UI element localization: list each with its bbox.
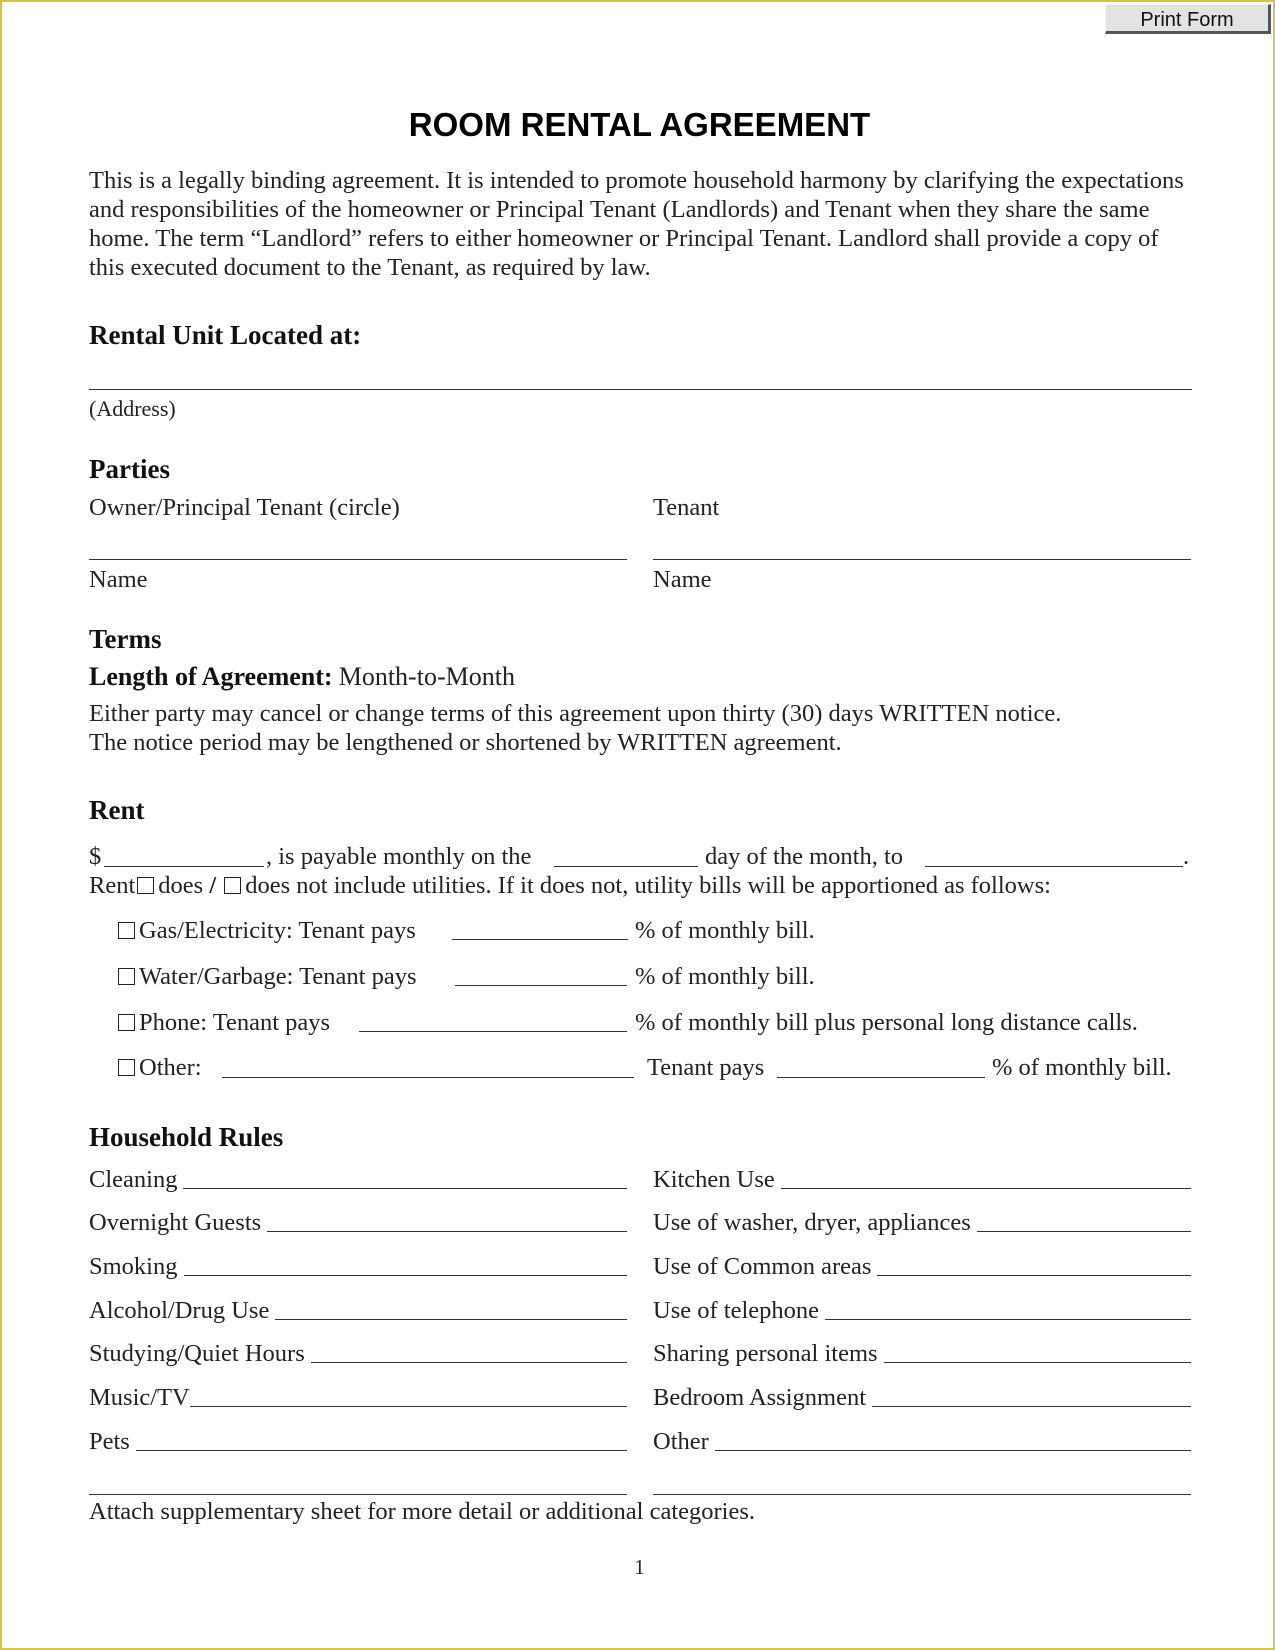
phone-checkbox[interactable]	[118, 1014, 135, 1031]
water-garbage-suffix: % of monthly bill.	[635, 963, 821, 991]
rent-period: .	[1183, 843, 1195, 871]
dollar-sign: $	[89, 843, 107, 871]
rent-amount-field[interactable]	[104, 866, 264, 867]
rule-smoking: Smoking	[89, 1253, 184, 1281]
water-garbage-percent-field[interactable]	[455, 985, 627, 986]
water-garbage-label: Water/Garbage: Tenant pays	[139, 963, 417, 990]
water-garbage-checkbox[interactable]	[118, 968, 135, 985]
phone-suffix: % of monthly bill plus personal long distance calls.	[635, 1009, 1144, 1037]
rule-studying-quiet-hours: Studying/Quiet Hours	[89, 1340, 311, 1368]
terms-heading: Terms	[89, 624, 162, 654]
print-form-button[interactable]: Print Form	[1105, 4, 1271, 34]
gas-electricity-checkbox[interactable]	[118, 922, 135, 939]
rule-telephone: Use of telephone	[653, 1297, 825, 1325]
rent-word: Rent	[89, 872, 136, 899]
other-utility-row	[116, 1054, 208, 1082]
page-number: 1	[634, 1555, 645, 1579]
owner-name-caption: Name	[89, 566, 148, 593]
rule-washer-dryer: Use of washer, dryer, appliances	[653, 1209, 977, 1237]
rule-kitchen-use: Kitchen Use	[653, 1166, 781, 1194]
rule-alcohol-drug-use: Alcohol/Drug Use	[89, 1297, 275, 1325]
household-rules-heading: Household Rules	[89, 1122, 284, 1152]
length-label: Length of Agreement:	[89, 662, 333, 691]
gas-electricity-suffix: % of monthly bill.	[635, 917, 821, 945]
rental-unit-heading: Rental Unit Located at:	[89, 320, 362, 350]
does-not-include-checkbox[interactable]	[224, 877, 241, 894]
owner-principal-tenant-label: Owner/Principal Tenant (circle)	[89, 494, 400, 521]
gas-electricity-label: Gas/Electricity: Tenant pays	[139, 917, 416, 944]
rule-other: Other	[653, 1428, 715, 1456]
day-of-month-text: day of the month, to	[705, 843, 909, 871]
other-utility-checkbox[interactable]	[118, 1059, 135, 1076]
rule-line-extra-right[interactable]	[653, 1494, 1191, 1495]
supplementary-note: Attach supplementary sheet for more detail or additional categories.	[89, 1498, 756, 1525]
rule-music-tv: Music/TV	[89, 1384, 190, 1411]
notice-line-2: The notice period may be lengthened or shortened by WRITTEN agreement.	[89, 729, 842, 756]
gas-electricity-percent-field[interactable]	[452, 939, 628, 940]
rule-line-pets[interactable]	[89, 1450, 627, 1451]
phone-percent-field[interactable]	[359, 1031, 627, 1032]
does-label: does	[158, 872, 204, 899]
intro-paragraph: This is a legally binding agreement. It is intended to promote household harmony by clarifying the expectations and responsibilities of the homeowner or Principal Tenant (Landlords) and Tenant when they share the same home. The term “Landlord” refers to either homeowner or Principal Tenant. Landlord shall provide a copy of this executed document to the Tenant, as required by law.	[89, 167, 1184, 281]
other-utility-suffix: % of monthly bill.	[992, 1054, 1178, 1082]
does-not-label: does not include utilities. If it does not, utility bills will be apportioned as follows:	[245, 872, 1051, 899]
tenant-label: Tenant	[653, 494, 720, 521]
payable-text: , is payable monthly on the	[266, 843, 537, 871]
other-utility-description-field[interactable]	[222, 1077, 634, 1078]
does-include-checkbox[interactable]	[137, 877, 154, 894]
parties-heading: Parties	[89, 454, 170, 484]
utilities-inclusion-line	[89, 872, 1051, 900]
rule-overnight-guests: Overnight Guests	[89, 1209, 267, 1237]
phone-row	[116, 1009, 336, 1037]
other-utility-label: Other:	[139, 1054, 202, 1081]
rule-sharing-personal-items: Sharing personal items	[653, 1340, 884, 1368]
rent-day-field[interactable]	[554, 866, 698, 867]
address-field[interactable]	[89, 389, 1192, 390]
rule-line-other[interactable]	[653, 1450, 1191, 1451]
document-title: ROOM RENTAL AGREEMENT	[408, 106, 871, 143]
gas-electricity-row	[116, 917, 422, 945]
slash-separator: /	[209, 872, 217, 899]
rule-line-extra-left[interactable]	[89, 1494, 627, 1495]
other-utility-percent-field[interactable]	[777, 1077, 985, 1078]
rule-cleaning: Cleaning	[89, 1166, 183, 1194]
rent-heading: Rent	[89, 795, 145, 825]
rule-bedroom-assignment: Bedroom Assignment	[653, 1384, 872, 1412]
water-garbage-row	[116, 963, 423, 991]
length-value: Month-to-Month	[338, 662, 515, 691]
other-tenant-pays-label: Tenant pays	[647, 1054, 770, 1082]
length-of-agreement	[89, 662, 515, 692]
rent-payee-field[interactable]	[925, 866, 1183, 867]
address-caption: (Address)	[89, 396, 176, 421]
notice-line-1: Either party may cancel or change terms of this agreement upon thirty (30) days WRITTEN notice.	[89, 700, 1062, 727]
rule-pets: Pets	[89, 1428, 136, 1456]
tenant-name-caption: Name	[653, 566, 712, 593]
owner-name-field[interactable]	[89, 559, 627, 560]
phone-label: Phone: Tenant pays	[139, 1009, 331, 1036]
tenant-name-field[interactable]	[653, 559, 1191, 560]
rule-common-areas: Use of Common areas	[653, 1253, 877, 1281]
